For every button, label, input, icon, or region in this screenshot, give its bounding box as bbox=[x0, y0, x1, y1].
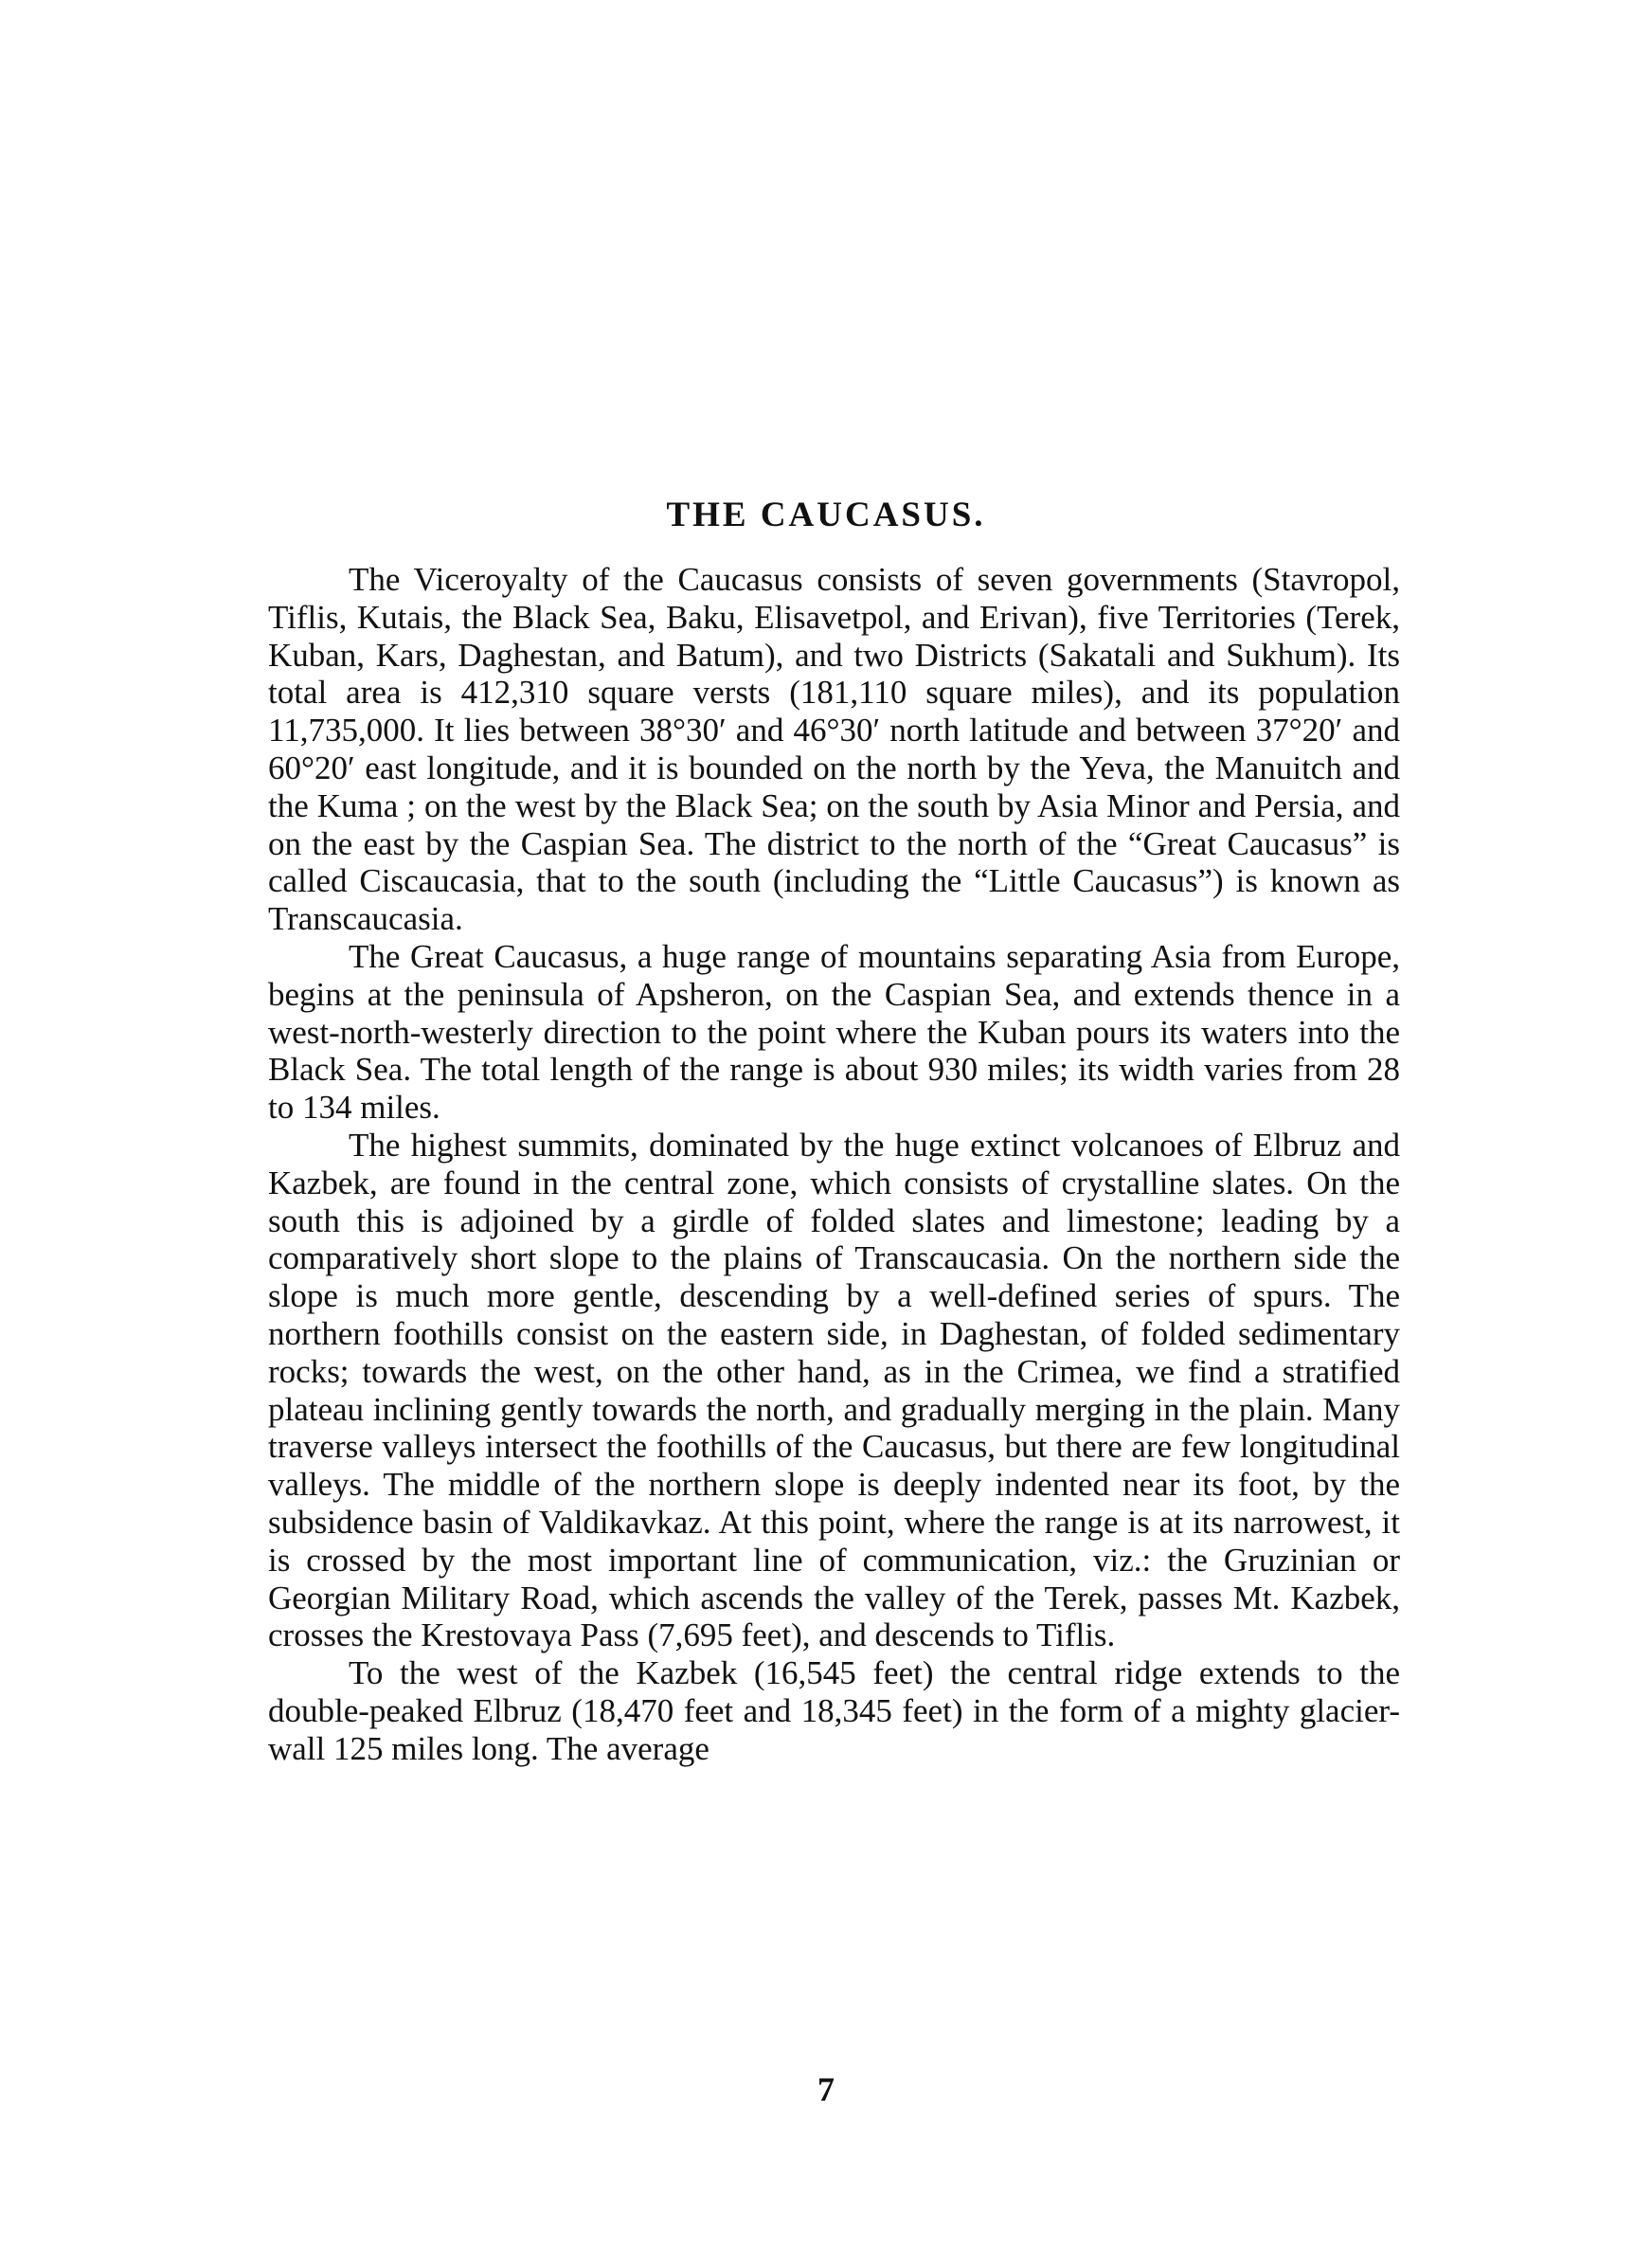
body-text bbox=[268, 561, 1400, 1768]
page-number: 7 bbox=[817, 2070, 835, 2108]
paragraph-kazbek-elbruz: To the west of the Kazbek (16,545 feet) the central ridge extends to the double-peaked Elbruz (18,470 feet and 18,345 feet) in the form of a mighty glacier-wall 125 miles long. The average bbox=[268, 1654, 1400, 1767]
paragraph-great-caucasus: The Great Caucasus, a huge range of mountains separating Asia from Europe, begins at the peninsula of Apsheron, on the Caspian Sea, and extends thence in a west-north-westerly direction to the point where the Kuban pours its waters into the Black Sea. The total length of the range is about 930 miles; its width varies from 28 to 134 miles. bbox=[268, 937, 1400, 1127]
paragraph-highest-summits: The highest summits, dominated by the huge extinct volcanoes of Elbruz and Kazbek, are found in the central zone, which consists of crystalline slates. On the south this is adjoined by a girdle of folded slates and limestone; leading by a comparatively short slope to the plains of Transcaucasia. On the northern side the slope is much more gentle, descending by a well-defined series of spurs. The northern foothills consist on the eastern side, in Daghestan, of folded sedimentary rocks; towards the west, on the other hand, as in the Crimea, we find a stratified plateau inclining gently towards the north, and gradually merging in the plain. Many traverse valleys intersect the foothills of the Caucasus, but there are few longitudinal valleys. The middle of the northern slope is deeply indented near its foot, by the subsidence basin of Valdikavkaz. At this point, where the range is at its narrowest, it is crossed by the most important line of communication, viz.: the Gruzinian or Georgian Military Road, which ascends the valley of the Terek, passes Mt. Kazbek, crosses the Krestovaya Pass (7,695 feet), and descends to Tiflis. bbox=[268, 1126, 1400, 1654]
page-title: THE CAUCASUS. bbox=[666, 496, 986, 534]
paragraph-viceroyalty: The Viceroyalty of the Caucasus consists of seven governments (Stavropol, Tiflis, Kutais, the Black Sea, Baku, Elisavetpol, and Erivan), five Territories (Terek, Kuban, Kars, Daghestan, and Batum), and two Districts (Sakatali and Sukhum). Its total area is 412,310 square versts (181,110 square miles), and its population 11,735,000. It lies between 38°30′ and 46°30′ north latitude and between 37°20′ and 60°20′ east longitude, and it is bounded on the north by the Yeva, the Manuitch and the Kuma ; on the west by the Black Sea; on the south by Asia Minor and Persia, and on the east by the Caspian Sea. The district to the north of the “Great Caucasus” is called Ciscaucasia, that to the south (including the “Little Caucasus”) is known as Transcaucasia. bbox=[268, 561, 1400, 938]
